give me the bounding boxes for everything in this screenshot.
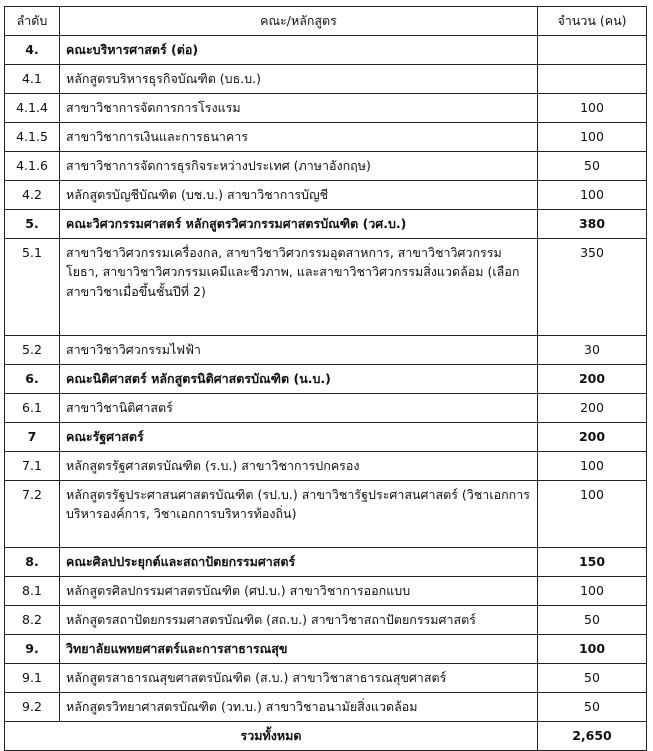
table-row [5, 693, 647, 722]
row-number: 4.1.6 [5, 152, 60, 181]
row-name: หลักสูตรสถาปัตยกรรมศาสตรบัณฑิต (สถ.บ.) สาขาวิชาสถาปัตยกรรมศาสตร์ [60, 606, 538, 635]
row-name: สาขาวิชาการจัดการธุรกิจระหว่างประเทศ (ภาษาอังกฤษ) [60, 152, 538, 181]
row-number: 4.1 [5, 65, 60, 94]
row-count: 100 [538, 635, 647, 664]
row-count: 50 [538, 664, 647, 693]
row-number: 4.1.4 [5, 94, 60, 123]
row-count: 200 [538, 365, 647, 394]
row-number: 4. [5, 36, 60, 65]
row-number: 9.2 [5, 693, 60, 722]
row-count: 380 [538, 210, 647, 239]
table-row [5, 94, 647, 123]
row-name: หลักสูตรบริหารธุรกิจบัณฑิต (บธ.บ.) [60, 65, 538, 94]
row-number: 9.1 [5, 664, 60, 693]
row-count: 100 [538, 181, 647, 210]
table-row [5, 481, 647, 548]
row-number: 5.1 [5, 239, 60, 336]
row-name: คณะบริหารศาสตร์ (ต่อ) [60, 36, 538, 65]
row-count: 200 [538, 423, 647, 452]
table-row [5, 577, 647, 606]
row-name: วิทยาลัยแพทยศาสตร์และการสาธารณสุข [60, 635, 538, 664]
table-row [5, 606, 647, 635]
row-count: 50 [538, 693, 647, 722]
enrollment-table [4, 6, 647, 751]
header-row [5, 7, 647, 36]
row-name: หลักสูตรวิทยาศาสตรบัณฑิต (วท.บ.) สาขาวิชาอนามัยสิ่งแวดล้อม [60, 693, 538, 722]
table-row [5, 65, 647, 94]
row-name: คณะวิศวกรรมศาสตร์ หลักสูตรวิศวกรรมศาสตรบัณฑิต (วศ.บ.) [60, 210, 538, 239]
table-row [5, 210, 647, 239]
table-row [5, 452, 647, 481]
row-count: 100 [538, 577, 647, 606]
row-number: 7.1 [5, 452, 60, 481]
row-name: หลักสูตรรัฐศาสตรบัณฑิต (ร.บ.) สาขาวิชาการปกครอง [60, 452, 538, 481]
row-name: คณะรัฐศาสตร์ [60, 423, 538, 452]
table-row [5, 365, 647, 394]
row-number: 4.1.5 [5, 123, 60, 152]
row-count: 350 [538, 239, 647, 336]
table-row [5, 152, 647, 181]
row-number: 5. [5, 210, 60, 239]
row-number: 7.2 [5, 481, 60, 548]
table-row [5, 635, 647, 664]
row-number: 6.1 [5, 394, 60, 423]
table-row [5, 394, 647, 423]
table-row [5, 548, 647, 577]
table-row [5, 36, 647, 65]
row-count: 100 [538, 452, 647, 481]
row-name: สาขาวิชาการเงินและการธนาคาร [60, 123, 538, 152]
row-number: 6. [5, 365, 60, 394]
row-number: 7 [5, 423, 60, 452]
row-number: 8.2 [5, 606, 60, 635]
row-count: 100 [538, 481, 647, 548]
row-number: 8.1 [5, 577, 60, 606]
total-label: รวมทั้งหมด [5, 722, 538, 751]
row-name: คณะศิลปประยุกต์และสถาปัตยกรรมศาสตร์ [60, 548, 538, 577]
header-number: ลำดับ [5, 7, 60, 36]
row-name: หลักสูตรรัฐประศาสนศาสตรบัณฑิต (รป.บ.) สาขาวิชารัฐประศาสนศาสตร์ (วิชาเอกการบริหารองค์การ, วิชาเอกการบริหารท้องถิ่น) [60, 481, 538, 548]
row-name: สาขาวิชาการจัดการการโรงแรม [60, 94, 538, 123]
row-name: สาขาวิชาวิศวกรรมเครื่องกล, สาขาวิชาวิศวกรรมอุตสาหการ, สาขาวิชาวิศวกรรมโยธา, สาขาวิชาวิศวกรรมเคมีและชีวภาพ, และสาขาวิชาวิศวกรรมสิ่งแวดล้อม (เลือกสาขาวิชาเมื่อขึ้นชั้นปีที่ 2) [60, 239, 538, 336]
row-count [538, 36, 647, 65]
row-name: หลักสูตรบัญชีบัณฑิต (บช.บ.) สาขาวิชาการบัญชี [60, 181, 538, 210]
table-row [5, 181, 647, 210]
row-count: 100 [538, 123, 647, 152]
row-count: 150 [538, 548, 647, 577]
table-row [5, 123, 647, 152]
row-name: คณะนิติศาสตร์ หลักสูตรนิติศาสตรบัณฑิต (น.บ.) [60, 365, 538, 394]
row-count: 30 [538, 336, 647, 365]
row-name: หลักสูตรสาธารณสุขศาสตรบัณฑิต (ส.บ.) สาขาวิชาสาธารณสุขศาสตร์ [60, 664, 538, 693]
header-name: คณะ/หลักสูตร [60, 7, 538, 36]
row-number: 4.2 [5, 181, 60, 210]
total-value: 2,650 [538, 722, 647, 751]
row-number: 8. [5, 548, 60, 577]
row-count: 100 [538, 94, 647, 123]
table-body [5, 36, 647, 722]
total-row [5, 722, 647, 751]
table-row [5, 336, 647, 365]
row-count [538, 65, 647, 94]
row-number: 9. [5, 635, 60, 664]
row-count: 50 [538, 152, 647, 181]
table-row [5, 239, 647, 336]
row-number: 5.2 [5, 336, 60, 365]
row-name: หลักสูตรศิลปกรรมศาสตรบัณฑิต (ศป.บ.) สาขาวิชาการออกแบบ [60, 577, 538, 606]
row-name: สาขาวิชาวิศวกรรมไฟฟ้า [60, 336, 538, 365]
row-count: 200 [538, 394, 647, 423]
table-row [5, 423, 647, 452]
row-name: สาขาวิชานิติศาสตร์ [60, 394, 538, 423]
row-count: 50 [538, 606, 647, 635]
table-row [5, 664, 647, 693]
header-count: จำนวน (คน) [538, 7, 647, 36]
